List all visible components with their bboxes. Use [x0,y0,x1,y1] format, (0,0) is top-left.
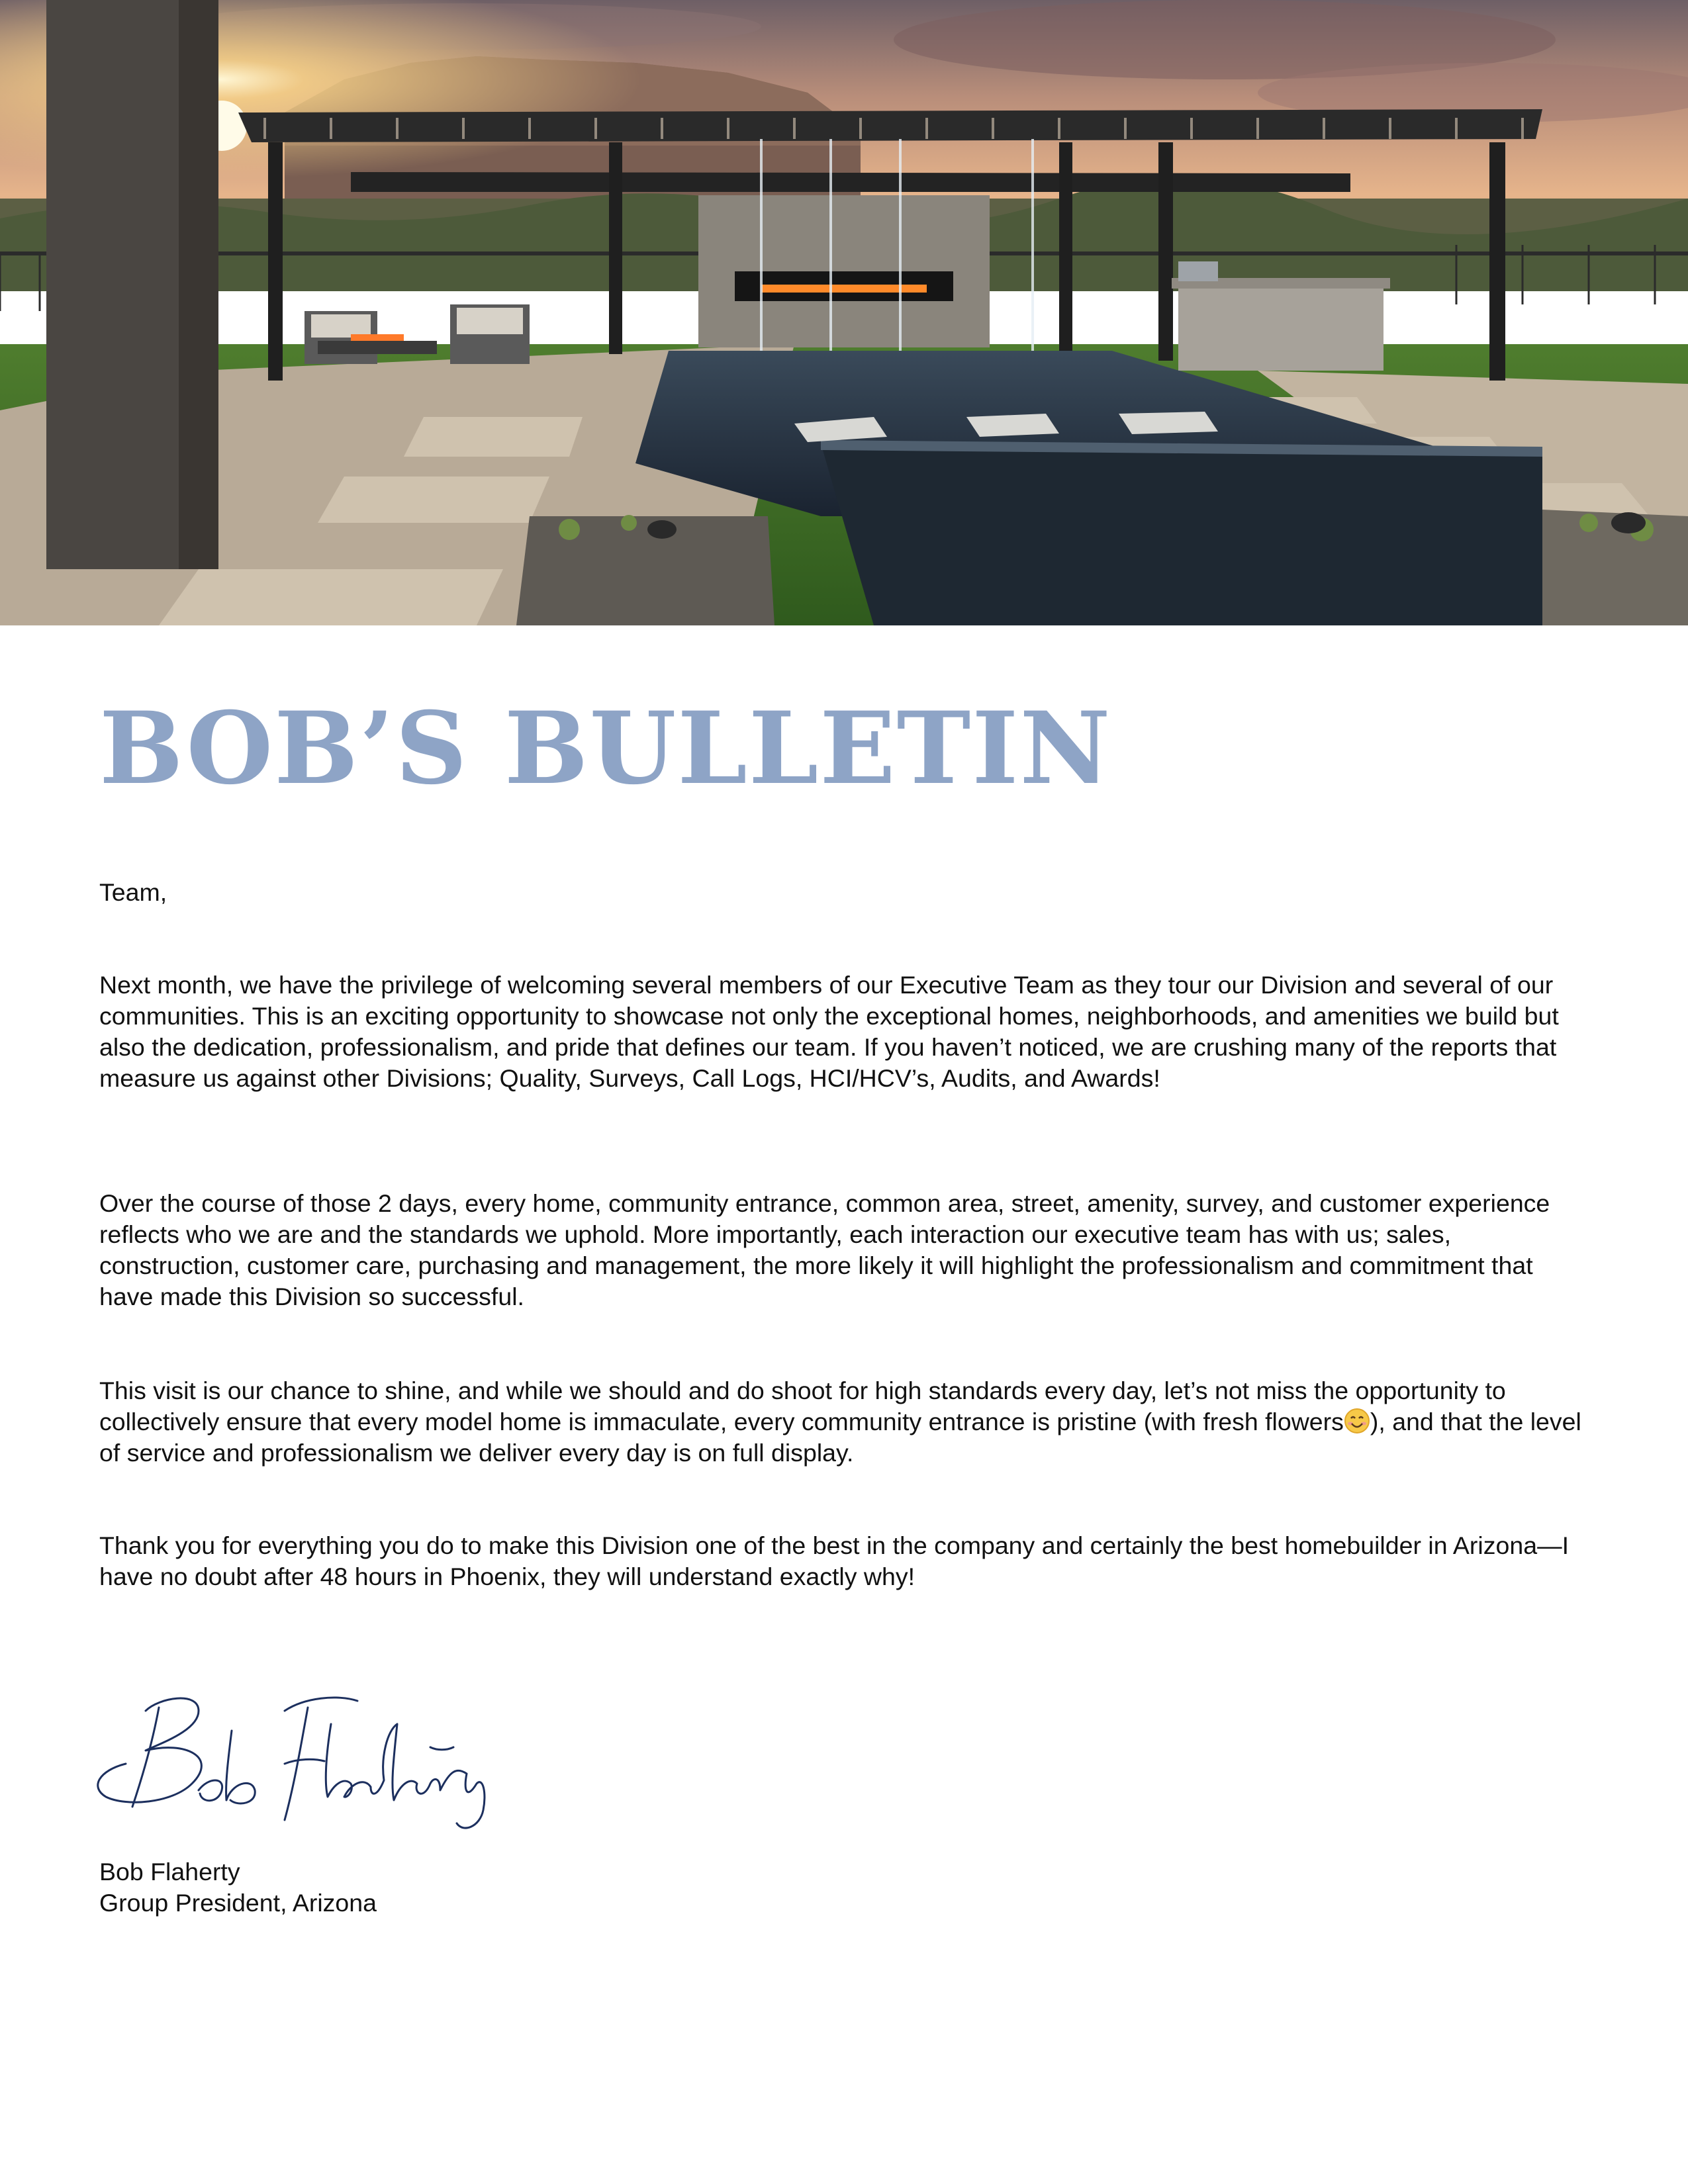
bulletin-title: BOB’S BULLETIN [99,690,1112,807]
paragraph-3-text-before: This visit is our chance to shine, and while we should and do shoot for high standards every day, let’s not miss the opportunity to collectively ensure that every model home is immaculate, every community entrance is pristine (with fresh flowers [99,1377,1506,1435]
paragraph-2: Over the course of those 2 days, every home, community entrance, common area, street, amenity, survey, and customer experience reflects who we are and the standards we uphold. More importantly, each interaction our executive team has with us; sales, construction, customer care, purchasing and management, the more likely it will highlight the professionalism and commitment that have made this Division so successful. [99,1189,1550,1310]
backyard-pergola-pool-photo [0,0,1688,625]
paragraph-3-text-after: ), and that the level of service and professionalism we deliver every day is on full display. [99,1408,1581,1467]
header-photo [0,0,1688,625]
signer-title: Group President, Arizona [99,1889,377,1917]
paragraph-3 [99,1375,1589,1469]
paragraph-1: Next month, we have the privilege of welcoming several members of our Executive Team as they tour our Division and several of our communities. This is an exciting opportunity to showcase not only the exceptional homes, neighborhoods, and amenities we build but also the dedication, professionalism, and pride that defines our team. If you haven’t noticed, we are crushing many of the reports that measure us against other Divisions; Quality, Surveys, Call Logs, HCI/HCV’s, Audits, and Awards! [99,971,1559,1092]
bulletin-body [99,690,1589,1917]
paragraph-4: Thank you for everything you do to make this Division one of the best in the company and certainly the best homebuilder in Arizona—I have no doubt after 48 hours in Phoenix, they will understand exactly why! [99,1531,1569,1590]
smiling-face-icon [1344,1408,1370,1434]
greeting: Team, [99,878,167,906]
handwritten-signature [86,1684,496,1843]
signer-name: Bob Flaherty [99,1858,240,1886]
